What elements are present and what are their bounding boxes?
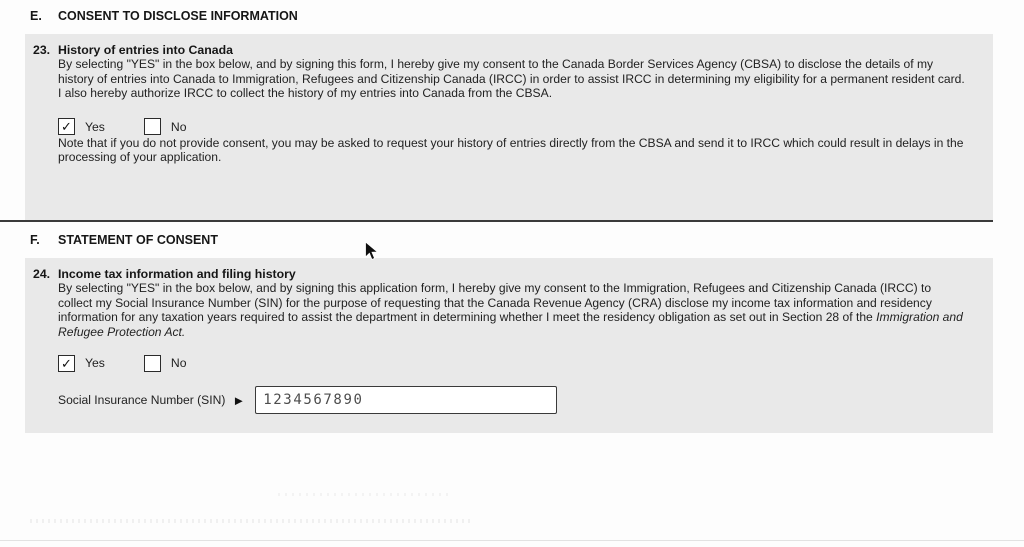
sin-field-row: [58, 386, 965, 414]
sin-label: Social Insurance Number (SIN): [58, 393, 226, 408]
checkmark-icon: ✓: [61, 355, 72, 371]
q23-note-paragraph: Note that if you do not provide consent, you may be asked to request your history of entries directly from the CBSA and send it to IRCC which could result in delays in the processing of your application.: [58, 135, 964, 165]
q23-consent-paragraph: By selecting "YES" in the box below, and by signing this form, I hereby give my consent to the Canada Border Services Agency (CBSA) to disclose the details of my history of entries into Canada to Immigration, Refugees and Citizenship Canada (IRCC) in order to assist IRCC in determining my eligibility for a permanent resident card.: [58, 57, 965, 86]
q23-authorize-paragraph: I also hereby authorize IRCC to collect the history of my entries into Canada from the CBSA.: [58, 86, 553, 101]
q24-no-label: No: [170, 356, 187, 371]
arrow-right-icon: ►: [232, 392, 246, 408]
q24-consent-choice-row: [58, 354, 965, 372]
section-e-letter: E.: [30, 9, 42, 23]
q24-act-title-italic: Immigration and Refugee Protection Act.: [58, 310, 963, 339]
question-23-heading: [25, 34, 993, 57]
section-f-header: [30, 233, 218, 247]
section-e-title: CONSENT TO DISCLOSE INFORMATION: [58, 9, 298, 23]
question-23-title: History of entries into Canada: [58, 43, 233, 57]
q24-yes-checkbox[interactable]: [58, 355, 75, 372]
question-23-number: 23.: [33, 43, 51, 57]
section-divider: [0, 220, 993, 222]
section-e-header: [30, 9, 298, 23]
q23-no-checkbox[interactable]: [144, 118, 161, 135]
question-23-block: [25, 34, 993, 220]
checkmark-icon: ✓: [61, 119, 72, 135]
sin-input[interactable]: [255, 386, 557, 414]
q24-consent-text: By selecting "YES" in the box below, and by signing this application form, I hereby give my consent to the Immigration, Refugees and Citizenship Canada (IRCC) to collect my Social Insurance Number (SIN) for the purpose of requesting that the Canada Revenue Agency (CRA) disclose my income tax information and residency information for any taxation years required to assist the department in determining whether I meet the residency obligation as set out in Section 28 of the: [58, 281, 932, 325]
q23-no-label: No: [170, 119, 187, 134]
page-bottom-rule: [0, 540, 1024, 541]
q24-no-checkbox[interactable]: [144, 355, 161, 372]
question-24-number: 24.: [33, 267, 51, 281]
q23-consent-choice-row: [58, 118, 965, 136]
question-24-title: Income tax information and filing history: [58, 267, 296, 281]
q23-yes-label: Yes: [85, 119, 105, 134]
q24-yes-label: Yes: [85, 356, 105, 371]
scan-artifact: [278, 493, 448, 496]
q24-consent-paragraph: [58, 281, 965, 339]
question-24-block: [25, 258, 993, 433]
section-f-letter: F.: [30, 233, 40, 247]
q23-yes-checkbox[interactable]: [58, 118, 75, 135]
question-24-heading: [25, 258, 993, 281]
section-f-title: STATEMENT OF CONSENT: [58, 233, 218, 247]
scan-artifact: [30, 519, 470, 523]
